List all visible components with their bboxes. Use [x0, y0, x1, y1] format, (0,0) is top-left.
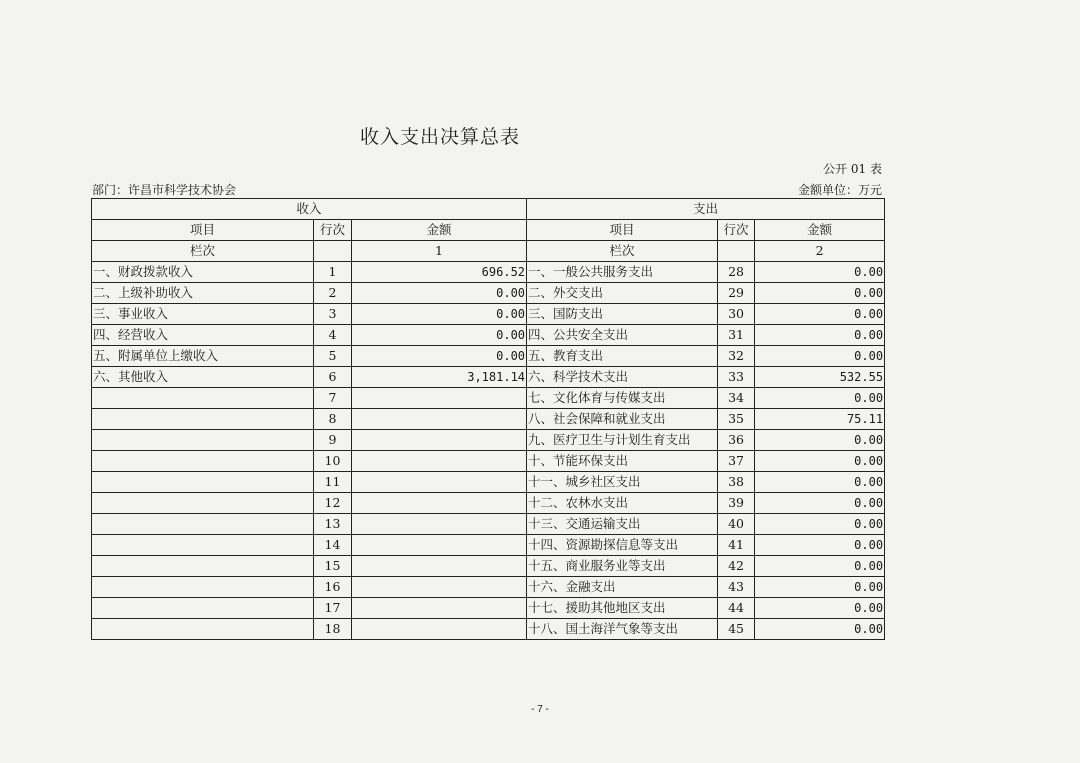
income-amount-cell: 3,181.14: [352, 367, 527, 388]
income-row-no-cell: 10: [314, 451, 352, 472]
expense-amount-cell: 0.00: [755, 598, 885, 619]
expense-row-no-cell: 38: [718, 472, 755, 493]
income-row-no-header: 行次: [314, 220, 352, 241]
header-row-column-numbers: [92, 241, 885, 262]
income-amount-cell: 0.00: [352, 325, 527, 346]
income-row-no-cell: 7: [314, 388, 352, 409]
income-item-cell: 三、事业收入: [92, 304, 314, 325]
amount-unit-label: 金额单位：万元: [797, 183, 882, 197]
income-item-cell: 六、其他收入: [92, 367, 314, 388]
income-amount-cell: [352, 619, 527, 640]
income-amount-cell: [352, 598, 527, 619]
income-amount-cell: [352, 577, 527, 598]
table-row: [92, 262, 885, 283]
expense-item-cell: 十二、农林水支出: [527, 493, 718, 514]
expense-item-cell: 十三、交通运输支出: [527, 514, 718, 535]
expense-row-no-cell: 30: [718, 304, 755, 325]
table-row: [92, 619, 885, 640]
income-amount-cell: [352, 451, 527, 472]
expense-amount-cell: 0.00: [755, 535, 885, 556]
table-row: [92, 493, 885, 514]
income-item-cell: 一、财政拨款收入: [92, 262, 314, 283]
income-item-cell: [92, 388, 314, 409]
table-row: [92, 598, 885, 619]
income-row-no-cell: 18: [314, 619, 352, 640]
expense-column-no-blank: [718, 241, 755, 262]
expense-column-no-label: 栏次: [527, 241, 718, 262]
income-row-no-cell: 15: [314, 556, 352, 577]
income-section-header: 收入: [92, 199, 527, 220]
income-item-cell: [92, 577, 314, 598]
income-amount-cell: [352, 535, 527, 556]
page-number: - 7 -: [531, 704, 549, 715]
income-row-no-cell: 8: [314, 409, 352, 430]
income-amount-header: 金额: [352, 220, 527, 241]
income-row-no-cell: 12: [314, 493, 352, 514]
expense-row-no-cell: 42: [718, 556, 755, 577]
income-row-no-cell: 16: [314, 577, 352, 598]
expense-amount-cell: 0.00: [755, 451, 885, 472]
income-amount-cell: 696.52: [352, 262, 527, 283]
expense-item-cell: 一、一般公共服务支出: [527, 262, 718, 283]
expense-row-no-cell: 41: [718, 535, 755, 556]
expense-amount-cell: 0.00: [755, 556, 885, 577]
table-row: [92, 388, 885, 409]
income-item-cell: [92, 472, 314, 493]
expense-amount-cell: 0.00: [755, 388, 885, 409]
table-row: [92, 283, 885, 304]
income-row-no-cell: 4: [314, 325, 352, 346]
expense-amount-header: 金额: [755, 220, 885, 241]
income-column-no: 1: [352, 241, 527, 262]
table-row: [92, 346, 885, 367]
income-amount-cell: [352, 409, 527, 430]
income-row-no-cell: 17: [314, 598, 352, 619]
income-amount-cell: 0.00: [352, 304, 527, 325]
form-number: 公开 01 表: [823, 162, 882, 176]
income-amount-cell: [352, 556, 527, 577]
expense-amount-cell: 0.00: [755, 304, 885, 325]
table-row: [92, 304, 885, 325]
expense-row-no-cell: 35: [718, 409, 755, 430]
income-row-no-cell: 5: [314, 346, 352, 367]
income-item-cell: [92, 514, 314, 535]
income-item-cell: 五、附属单位上缴收入: [92, 346, 314, 367]
expense-row-no-cell: 37: [718, 451, 755, 472]
expense-amount-cell: 75.11: [755, 409, 885, 430]
income-amount-cell: [352, 472, 527, 493]
income-row-no-cell: 6: [314, 367, 352, 388]
income-row-no-cell: 2: [314, 283, 352, 304]
expense-row-no-cell: 43: [718, 577, 755, 598]
table-row: [92, 577, 885, 598]
expense-row-no-cell: 40: [718, 514, 755, 535]
table-row: [92, 556, 885, 577]
expense-row-no-cell: 31: [718, 325, 755, 346]
income-item-cell: [92, 430, 314, 451]
expense-item-header: 项目: [527, 220, 718, 241]
income-row-no-cell: 11: [314, 472, 352, 493]
expense-item-cell: 十四、资源勘探信息等支出: [527, 535, 718, 556]
expense-item-cell: 三、国防支出: [527, 304, 718, 325]
expense-row-no-cell: 33: [718, 367, 755, 388]
income-row-no-cell: 1: [314, 262, 352, 283]
table-row: [92, 325, 885, 346]
income-amount-cell: [352, 430, 527, 451]
expense-amount-cell: 0.00: [755, 262, 885, 283]
table-row: [92, 409, 885, 430]
expense-row-no-cell: 34: [718, 388, 755, 409]
income-row-no-cell: 14: [314, 535, 352, 556]
table-row: [92, 514, 885, 535]
expense-row-no-cell: 44: [718, 598, 755, 619]
income-item-cell: [92, 451, 314, 472]
table-row: [92, 430, 885, 451]
income-item-cell: [92, 619, 314, 640]
income-item-cell: [92, 535, 314, 556]
table-row: [92, 367, 885, 388]
expense-row-no-cell: 36: [718, 430, 755, 451]
expense-row-no-header: 行次: [718, 220, 755, 241]
income-amount-cell: [352, 388, 527, 409]
income-column-no-blank: [314, 241, 352, 262]
expense-amount-cell: 0.00: [755, 577, 885, 598]
expense-item-cell: 八、社会保障和就业支出: [527, 409, 718, 430]
expense-section-header: 支出: [527, 199, 885, 220]
income-item-cell: [92, 598, 314, 619]
income-row-no-cell: 3: [314, 304, 352, 325]
expense-item-cell: 六、科学技术支出: [527, 367, 718, 388]
table-row: [92, 472, 885, 493]
income-amount-cell: [352, 514, 527, 535]
table-row: [92, 451, 885, 472]
expense-amount-cell: 0.00: [755, 472, 885, 493]
income-item-cell: [92, 556, 314, 577]
income-column-no-label: 栏次: [92, 241, 314, 262]
expense-column-no: 2: [755, 241, 885, 262]
income-item-cell: 四、经营收入: [92, 325, 314, 346]
expense-amount-cell: 0.00: [755, 346, 885, 367]
expense-row-no-cell: 39: [718, 493, 755, 514]
expense-item-cell: 十七、援助其他地区支出: [527, 598, 718, 619]
expense-amount-cell: 0.00: [755, 430, 885, 451]
department-label: 部门：许昌市科学技术协会: [92, 183, 237, 197]
expense-item-cell: 九、医疗卫生与计划生育支出: [527, 430, 718, 451]
income-row-no-cell: 13: [314, 514, 352, 535]
header-row-columns: [92, 220, 885, 241]
expense-amount-cell: 0.00: [755, 325, 885, 346]
income-amount-cell: 0.00: [352, 283, 527, 304]
income-row-no-cell: 9: [314, 430, 352, 451]
expense-amount-cell: 0.00: [755, 283, 885, 304]
expense-item-cell: 十一、城乡社区支出: [527, 472, 718, 493]
expense-item-cell: 二、外交支出: [527, 283, 718, 304]
expense-amount-cell: 0.00: [755, 619, 885, 640]
expense-item-cell: 十、节能环保支出: [527, 451, 718, 472]
income-item-header: 项目: [92, 220, 314, 241]
header-row-sections: [92, 199, 885, 220]
expense-item-cell: 十五、商业服务业等支出: [527, 556, 718, 577]
expense-amount-cell: 532.55: [755, 367, 885, 388]
expense-row-no-cell: 28: [718, 262, 755, 283]
income-amount-cell: 0.00: [352, 346, 527, 367]
table-row: [92, 535, 885, 556]
expense-amount-cell: 0.00: [755, 514, 885, 535]
expense-item-cell: 七、文化体育与传媒支出: [527, 388, 718, 409]
expense-row-no-cell: 32: [718, 346, 755, 367]
expense-item-cell: 五、教育支出: [527, 346, 718, 367]
expense-row-no-cell: 29: [718, 283, 755, 304]
income-amount-cell: [352, 493, 527, 514]
income-item-cell: [92, 409, 314, 430]
expense-item-cell: 十八、国土海洋气象等支出: [527, 619, 718, 640]
expense-item-cell: 四、公共安全支出: [527, 325, 718, 346]
expense-item-cell: 十六、金融支出: [527, 577, 718, 598]
income-item-cell: 二、上级补助收入: [92, 283, 314, 304]
income-expense-table: [91, 198, 885, 640]
expense-amount-cell: 0.00: [755, 493, 885, 514]
income-item-cell: [92, 493, 314, 514]
expense-row-no-cell: 45: [718, 619, 755, 640]
page-title: 收入支出决算总表: [359, 126, 520, 148]
